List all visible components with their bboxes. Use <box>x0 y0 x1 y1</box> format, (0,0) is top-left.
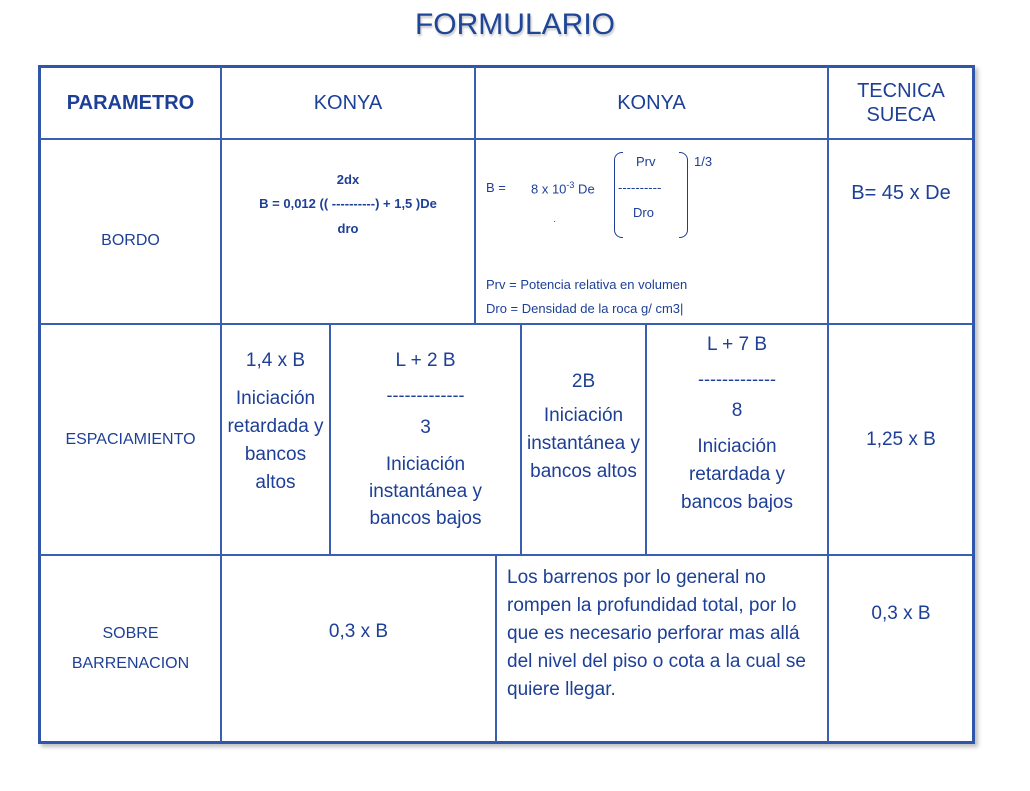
esp-k2a-text: Iniciación instantánea y bancos altos <box>526 405 641 482</box>
bordo-k2-note-prv: Prv = Potencia relativa en volumen <box>486 277 688 292</box>
bordo-k2-de: De <box>574 181 595 197</box>
sobre-sueca: 0,3 x B <box>871 603 931 624</box>
esp-k1b-dash: ------------- <box>386 385 465 405</box>
header-parametro: PARAMETRO <box>66 91 195 114</box>
sobre-sueca-cell <box>829 556 973 742</box>
sobre-note-cell <box>497 556 827 742</box>
right-bracket <box>679 152 688 238</box>
esp-konya-2a <box>522 325 645 554</box>
esp-k1b-text: Iniciación instantánea y bancos bajos <box>368 454 483 529</box>
esp-sueca: 1,25 x B <box>866 428 936 450</box>
sobre-konya: 0,3 x B <box>328 621 389 642</box>
esp-k1a-text: Iniciación retardada y bancos altos <box>227 388 324 493</box>
esp-k2b-dash: ------------- <box>698 369 776 389</box>
bordo-k1-numerator: 2dx <box>336 172 360 187</box>
bordo-k2-dot: · <box>553 216 557 227</box>
bordo-sueca <box>829 140 973 323</box>
sobre-label-line1: SOBRE <box>102 625 159 642</box>
bordo-k1-denominator: dro <box>337 221 359 236</box>
esp-k2b-denominator: 8 <box>731 400 743 421</box>
row-label-sobre-barrenacion <box>41 556 220 742</box>
esp-k2b-numerator: L + 7 B <box>706 334 768 355</box>
bordo-k2-prv: Prv <box>636 154 656 169</box>
bordo-k1-formula: B = 0,012 (( ----------) + 1,5 )De <box>259 196 437 211</box>
bordo-k2-prefix: B = <box>486 180 506 195</box>
bordo-konya-1 <box>222 140 474 323</box>
bordo-k2-coef: 8 x 10 <box>531 181 567 197</box>
left-bracket <box>614 152 623 238</box>
bordo-k2-exponent: -3 <box>566 180 575 190</box>
esp-k2b-text: Iniciación retardada y bancos bajos <box>681 436 793 513</box>
esp-k2a-formula: 2B <box>571 371 596 392</box>
sobre-label-line2: BARRENACION <box>71 655 190 672</box>
esp-k1a-formula: 1,4 x B <box>245 350 306 371</box>
bordo-k2-dro: Dro <box>633 205 654 220</box>
bordo-konya-2 <box>476 140 827 323</box>
esp-konya-2b <box>647 325 827 554</box>
esp-k1b-denominator: 3 <box>420 417 431 438</box>
esp-konya-1a <box>222 325 329 554</box>
page-title: FORMULARIO <box>414 8 615 41</box>
header-konya-1: KONYA <box>313 91 383 114</box>
header-konya-2: KONYA <box>617 91 686 114</box>
bordo-label: BORDO <box>101 231 160 249</box>
bordo-k2-frac-dash: ---------- <box>618 180 662 195</box>
esp-k1b-numerator: L + 2 B <box>395 350 456 371</box>
row-label-bordo <box>41 140 220 323</box>
esp-konya-1b <box>331 325 520 554</box>
row-label-espaciamiento: ESPACIAMIENTO <box>65 430 196 448</box>
bordo-k2-coefficient <box>531 180 595 196</box>
sobre-note: Los barrenos por lo general no rompen la profundidad total, por lo que es necesario perforar mas allá del nivel del piso o cota a la cual se quiere llegar. <box>507 567 806 700</box>
bordo-sueca-formula: B= 45 x De <box>851 182 951 204</box>
bordo-k2-power: 1/3 <box>694 154 713 169</box>
header-tecnica-sueca: TECNICA SUECA <box>857 80 945 126</box>
bordo-k2-note-dro: Dro = Densidad de la roca g/ cm3| <box>486 301 684 316</box>
